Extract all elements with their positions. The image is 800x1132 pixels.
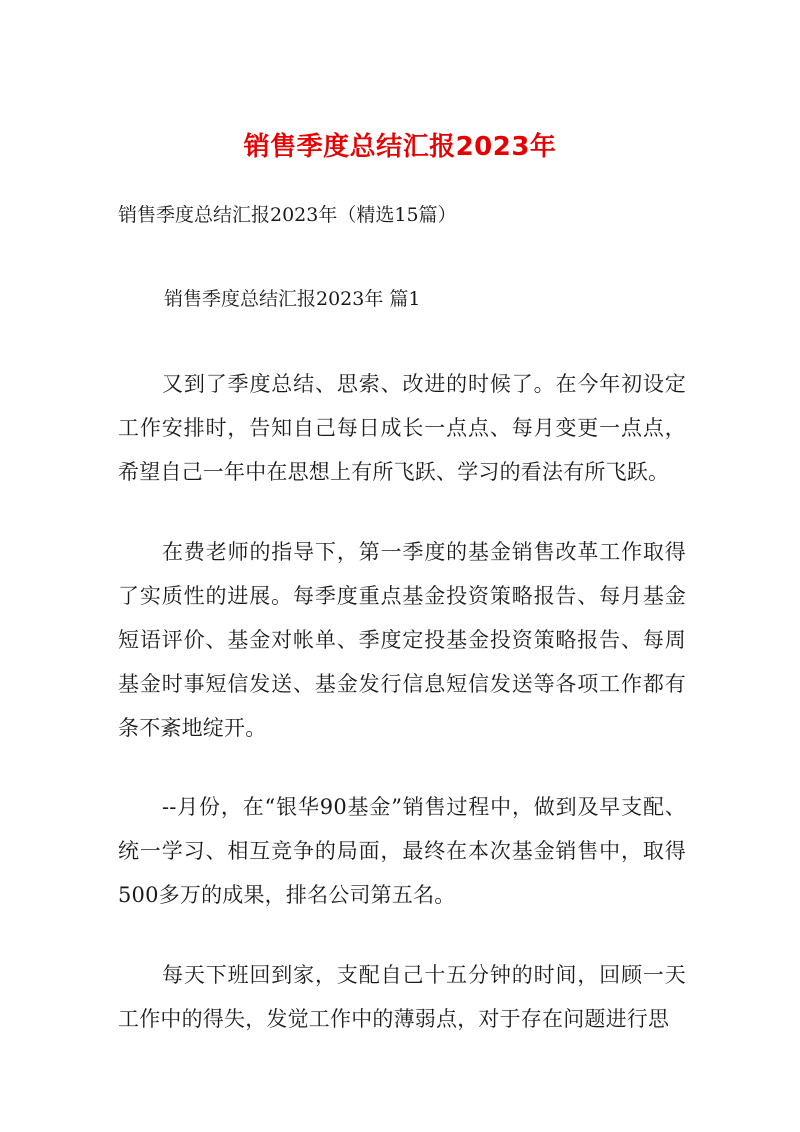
section-heading: 销售季度总结汇报2023年 篇1 [164, 288, 421, 310]
paragraph: --月份，在“银华90基金”销售过程中，做到及早支配、统一学习、相互竞争的局面，最终在本次基金销售中，取得500多万的成果，排名公司第五名。 [118, 795, 686, 907]
paragraph: 每天下班回到家，支配自己十五分钟的时间，回顾一天工作中的得失，发觉工作中的薄弱点，对于存在问题进行思 [118, 963, 686, 1031]
paragraph: 又到了季度总结、思索、改进的时候了。在今年初设定工作安排时，告知自己每日成长一点点、每月变更一点点，希望自己一年中在思想上有所飞跃、学习的看法有所飞跃。 [118, 372, 686, 484]
document-title: 销售季度总结汇报2023年 [243, 132, 557, 162]
document-subtitle: 销售季度总结汇报2023年（精选15篇） [118, 204, 457, 226]
paragraph: 在费老师的指导下，第一季度的基金销售改革工作取得了实质性的进展。每季度重点基金投资策略报告、每月基金短语评价、基金对帐单、季度定投基金投资策略报告、每周基金时事短信发送、基金发行信息短信发送等各项工作都有条不紊地绽开。 [118, 540, 686, 740]
